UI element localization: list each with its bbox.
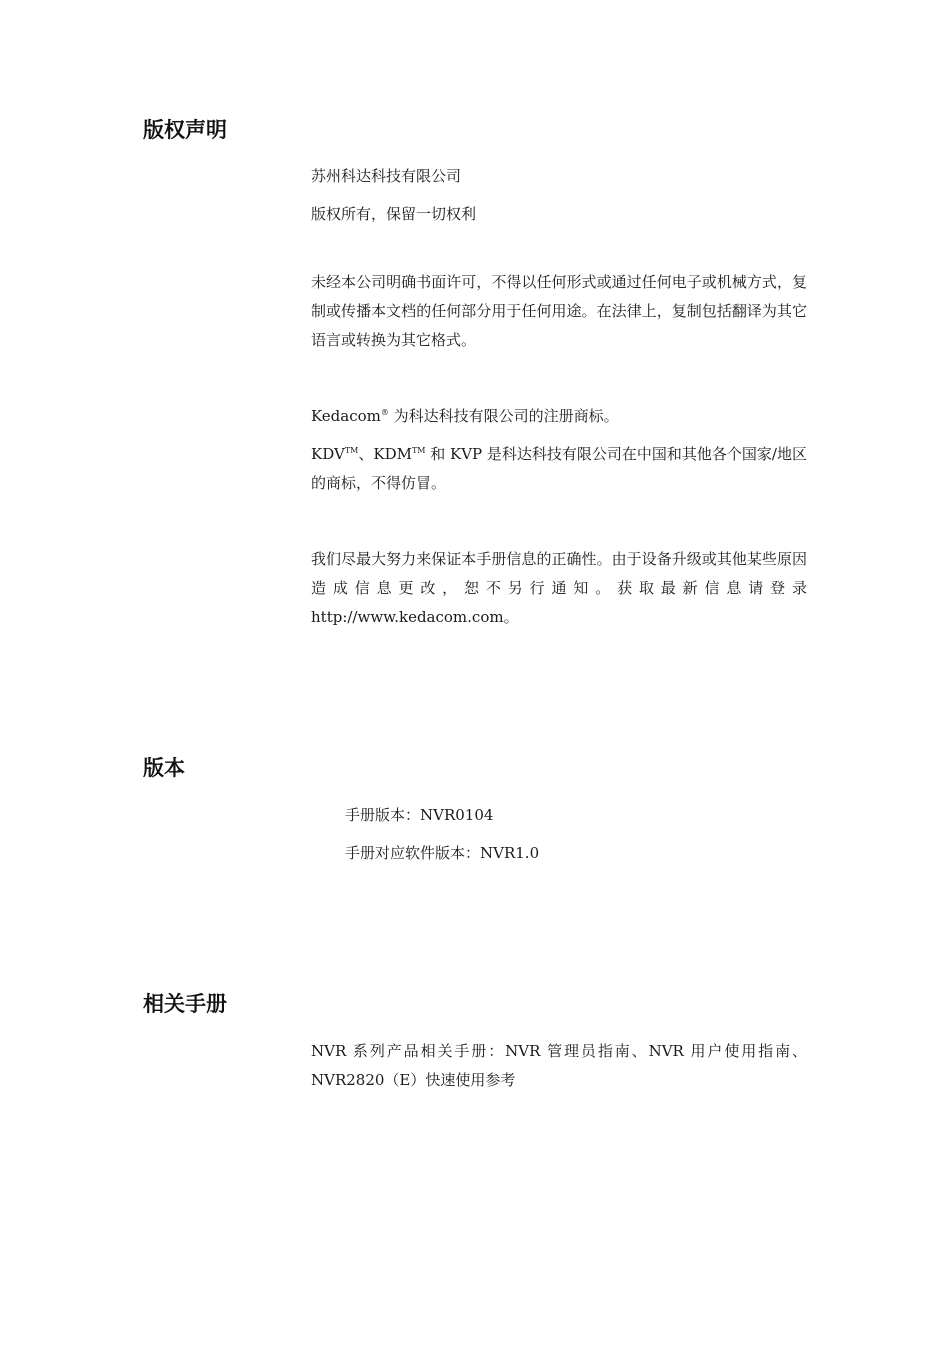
tm-mark-1: TM	[344, 446, 359, 455]
registered-trademark-line	[311, 402, 807, 431]
trademark-line	[311, 440, 807, 498]
registered-mark: ®	[380, 408, 389, 417]
tm-mark-2: TM	[411, 446, 426, 455]
related-manuals-text: NVR 系列产品相关手册：NVR 管理员指南、NVR 用户使用指南、NVR2820（E）快速使用参考	[311, 1042, 807, 1089]
company-name: 苏州科达科技有限公司	[311, 167, 462, 185]
copyright-notice: 未经本公司明确书面许可，不得以任何形式或通过任何电子或机械方式，复制或传播本文档的任何部分用于任何用途。在法律上，复制包括翻译为其它语言或转换为其它格式。	[311, 273, 807, 349]
rights-statement: 版权所有，保留一切权利	[311, 205, 477, 223]
version-heading: 版本	[143, 756, 185, 780]
disclaimer: 我们尽最大努力来保证本手册信息的正确性。由于设备升级或其他某些原因造成信息更改，恕不另行通知。获取最新信息请登录 http://www.kedacom.com。	[311, 550, 807, 626]
separator: 、	[358, 445, 374, 463]
copyright-heading: 版权声明	[143, 118, 227, 142]
software-version: 手册对应软件版本：NVR1.0	[345, 844, 540, 862]
kdv-name: KDV	[311, 445, 345, 463]
registered-trademark-text: 为科达科技有限公司的注册商标。	[388, 407, 619, 425]
brand-name: Kedacom	[311, 407, 381, 425]
related-manuals-heading: 相关手册	[143, 992, 227, 1016]
kdm-name: KDM	[373, 445, 412, 463]
trademark-text: 和 KVP 是科达科技有限公司在中国和其他各个国家/地区的商标，不得仿冒。	[311, 445, 807, 492]
manual-version: 手册版本：NVR0104	[345, 806, 494, 824]
